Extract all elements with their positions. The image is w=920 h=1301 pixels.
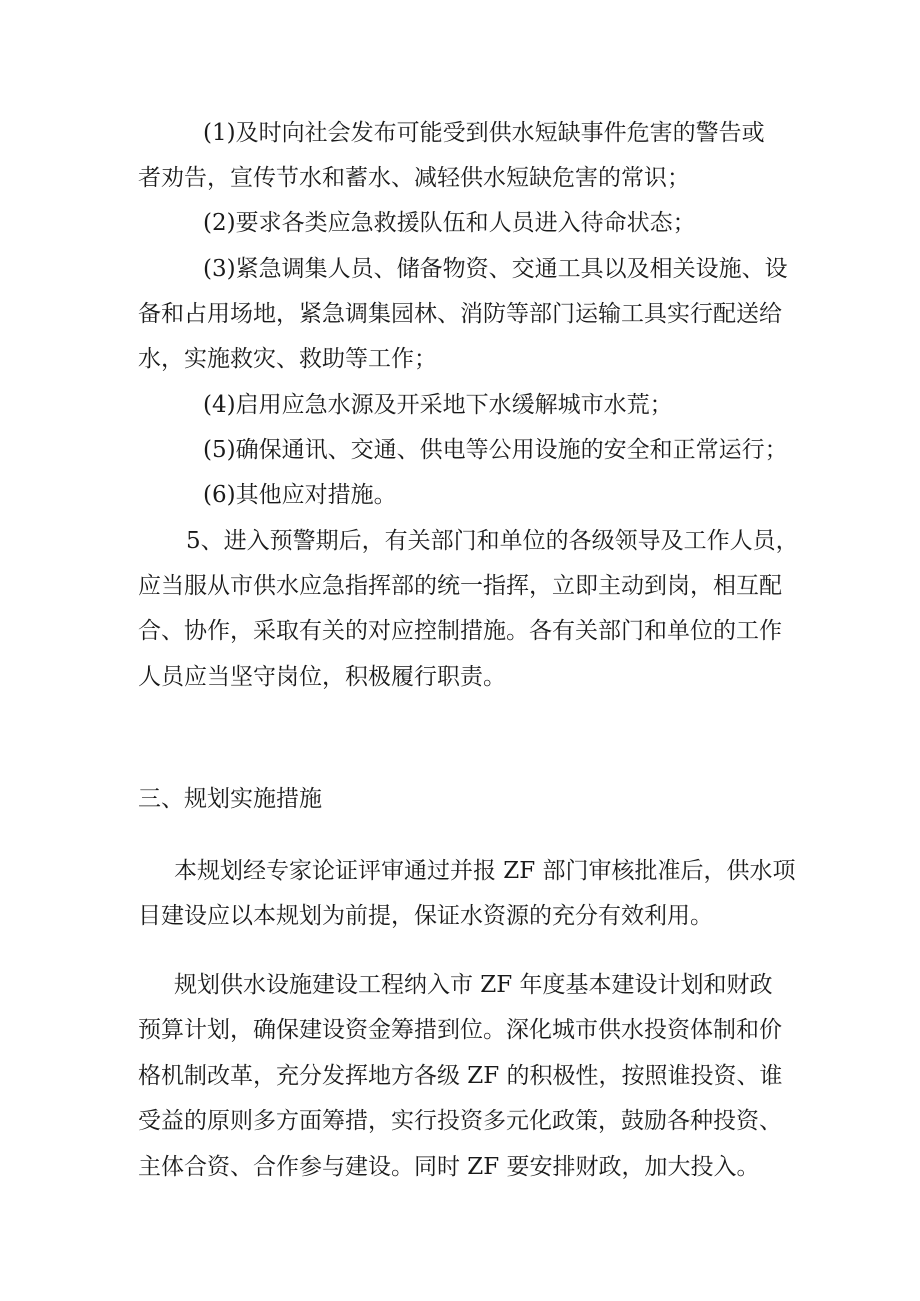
paragraph-5-line-2: 应当服从市供水应急指挥部的统一指挥，立即主动到岗，相互配 xyxy=(138,573,782,599)
paragraph-b-line-2: 预算计划，确保建设资金筹措到位。深化城市供水投资体制和价 xyxy=(138,1017,782,1043)
list-item-1-line-1: (1)及时向社会发布可能受到供水短缺事件危害的警告或 xyxy=(203,120,765,146)
list-item-6-line-1: (6)其他应对措施。 xyxy=(203,482,397,508)
paragraph-b-line-1: 规划供水设施建设工程纳入市 ZF 年度基本建设计划和财政 xyxy=(174,972,773,998)
list-item-2-line-1: (2)要求各类应急救援队伍和人员进入待命状态； xyxy=(203,210,696,236)
list-item-1-line-2: 者劝告，宣传节水和蓄水、减轻供水短缺危害的常识； xyxy=(138,165,690,191)
paragraph-5-line-3: 合、协作，采取有关的对应控制措施。各有关部门和单位的工作 xyxy=(138,618,782,644)
section-heading: 三、规划实施措施 xyxy=(138,786,322,812)
paragraph-5-line-4: 人员应当坚守岗位，积极履行职责。 xyxy=(138,664,506,690)
paragraph-5-line-1: 5、进入预警期后，有关部门和单位的各级领导及工作人员， xyxy=(186,528,799,554)
paragraph-a-line-2: 目建设应以本规划为前提，保证水资源的充分有效利用。 xyxy=(138,903,713,929)
list-item-3-line-2: 备和占用场地，紧急调集园林、消防等部门运输工具实行配送给 xyxy=(138,301,782,327)
list-item-3-line-1: (3)紧急调集人员、储备物资、交通工具以及相关设施、设 xyxy=(203,256,788,282)
list-item-3-line-3: 水，实施救灾、救助等工作； xyxy=(138,346,437,372)
paragraph-b-line-3: 格机制改革，充分发挥地方各级 ZF 的积极性，按照谁投资、谁 xyxy=(138,1063,783,1089)
paragraph-b-line-5: 主体合资、合作参与建设。同时 ZF 要安排财政，加大投入。 xyxy=(138,1154,760,1180)
list-item-5-line-1: (5)确保通讯、交通、供电等公用设施的安全和正常运行； xyxy=(203,437,788,463)
paragraph-a-line-1: 本规划经专家论证评审通过并报 ZF 部门审核批准后，供水项 xyxy=(174,858,796,884)
list-item-4-line-1: (4)启用应急水源及开采地下水缓解城市水荒； xyxy=(203,392,673,418)
paragraph-b-line-4: 受益的原则多方面筹措，实行投资多元化政策，鼓励各种投资、 xyxy=(138,1108,782,1134)
